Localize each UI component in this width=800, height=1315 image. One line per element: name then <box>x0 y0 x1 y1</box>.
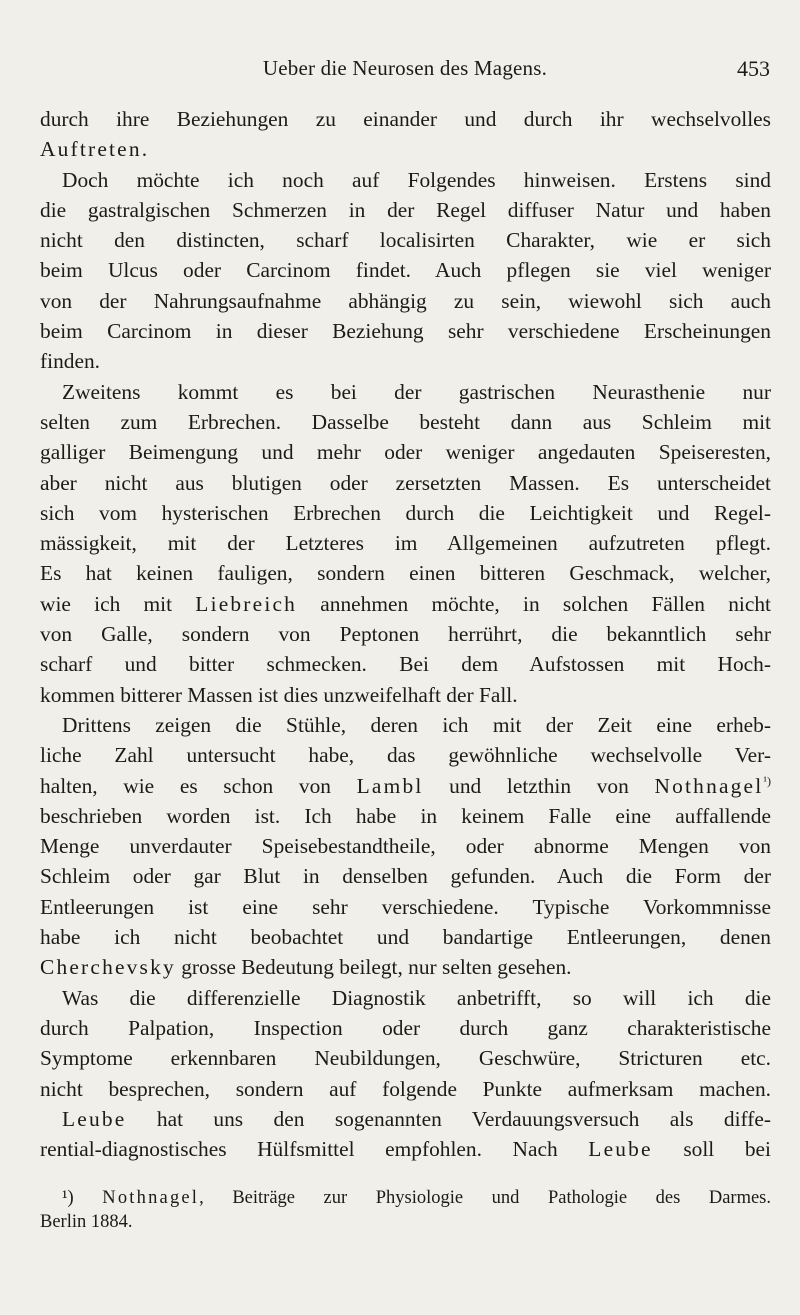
text-fragment: annehmen möchte, in solchen Fällen nicht <box>320 591 771 616</box>
text-fragment: grosse Bedeutung beilegt, nur selten gesehen. <box>181 955 572 980</box>
text-line: Doch möchte ich noch auf Folgendes hinweisen. Erstens sind <box>62 167 771 192</box>
text-line: finden. <box>40 349 100 374</box>
text-line: Menge unverdauter Speisebestandtheile, oder abnorme Mengen von <box>40 834 771 859</box>
author-name: Nothnagel <box>654 773 764 798</box>
page-number: 453 <box>737 56 770 81</box>
text-line: galliger Beimengung und mehr oder weniger angedauten Speiseresten, <box>40 440 771 465</box>
spaced-word: Auftreten. <box>40 137 150 162</box>
text-line: sich vom hysterischen Erbrechen durch die Leichtigkeit und Regel- <box>40 500 771 525</box>
text-fragment: und letzthin von <box>449 773 629 798</box>
text-line: Drittens zeigen die Stühle, deren ich mit der Zeit eine erheb- <box>62 712 771 737</box>
text-line <box>40 952 771 982</box>
text-line: kommen bitterer Massen ist dies unzweifelhaft der Fall. <box>40 682 518 707</box>
author-name: Leube <box>588 1137 653 1162</box>
text-line: mässigkeit, mit der Letzteres im Allgemeinen aufzutreten pflegt. <box>40 531 771 556</box>
footnote-marker: ¹) <box>62 1188 74 1208</box>
page-header <box>40 56 770 86</box>
author-name: Liebreich <box>195 591 298 616</box>
text-fragment: soll bei <box>683 1137 771 1162</box>
text-line: Symptome erkennbaren Neubildungen, Geschwüre, Stricturen etc. <box>40 1046 771 1071</box>
text-line: habe ich nicht beobachtet und bandartige Entleerungen, denen <box>40 925 771 950</box>
text-line <box>40 134 771 164</box>
text-line: selten zum Erbrechen. Dasselbe besteht dann aus Schleim mit <box>40 409 771 434</box>
author-name: Leube <box>62 1106 127 1131</box>
text-line: beim Carcinom in dieser Beziehung sehr verschiedene Erscheinungen <box>40 319 771 344</box>
text-line: nicht besprechen, sondern auf folgende Punkte aufmerksam machen. <box>40 1076 771 1101</box>
text-line: von Galle, sondern von Peptonen herrührt, die bekanntlich sehr <box>40 622 771 647</box>
text-fragment: wie ich mit <box>40 591 173 616</box>
text-fragment: hat uns den sogenannten Verdauungsversuch als diffe- <box>156 1106 771 1131</box>
text-line: nicht den distincten, scharf localisirten Charakter, wie er sich <box>40 228 771 253</box>
text-line: Was die differenzielle Diagnostik anbetrifft, so will ich die <box>62 985 771 1010</box>
text-line: liche Zahl untersucht habe, das gewöhnliche wechselvolle Ver- <box>40 743 771 768</box>
text-line <box>40 589 771 619</box>
footnote-line: Berlin 1884. <box>40 1212 133 1232</box>
text-fragment: rential-diagnostisches Hülfsmittel empfohlen. Nach <box>40 1137 558 1162</box>
text-line <box>40 1104 771 1134</box>
footnote-reference: ¹) <box>763 773 771 788</box>
running-title: Ueber die Neurosen des Magens. <box>262 56 548 80</box>
body-text <box>40 104 771 1164</box>
text-line: beschrieben worden ist. Ich habe in keinem Falle eine auffallende <box>40 803 771 828</box>
text-line: die gastralgischen Schmerzen in der Regel diffuser Natur und haben <box>40 197 771 222</box>
text-line: Entleerungen ist eine sehr verschiedene. Typische Vorkommnisse <box>40 894 771 919</box>
text-line: scharf und bitter schmecken. Bei dem Aufstossen mit Hoch- <box>40 652 771 677</box>
text-line: beim Ulcus oder Carcinom findet. Auch pflegen sie viel weniger <box>40 258 771 283</box>
text-line <box>40 1134 771 1164</box>
footnote-author: Nothnagel <box>102 1188 200 1208</box>
text-line: von der Nahrungsaufnahme abhängig zu sein, wiewohl sich auch <box>40 288 771 313</box>
text-line <box>40 771 771 801</box>
footnote-divider <box>40 1169 772 1170</box>
text-line: durch Palpation, Inspection oder durch ganz charakteristische <box>40 1015 771 1040</box>
text-line: Es hat keinen fauligen, sondern einen bitteren Geschmack, welcher, <box>40 561 771 586</box>
text-line: durch ihre Beziehungen zu einander und durch ihr wechselvolles <box>40 107 771 131</box>
author-name: Cherchevsky <box>40 955 176 980</box>
footnote-text: , Beiträge zur Physiologie und Pathologie des Darmes. <box>199 1188 772 1208</box>
text-line: aber nicht aus blutigen oder zersetzten Massen. Es unterscheidet <box>40 470 771 495</box>
author-name: Lambl <box>356 773 424 798</box>
text-fragment: halten, wie es schon von <box>40 773 331 798</box>
text-line: Schleim oder gar Blut in denselben gefunden. Auch die Form der <box>40 864 771 889</box>
footnote-line <box>40 1186 771 1210</box>
text-line: Zweitens kommt es bei der gastrischen Neurasthenie nur <box>62 379 771 404</box>
footnote <box>40 1186 771 1234</box>
